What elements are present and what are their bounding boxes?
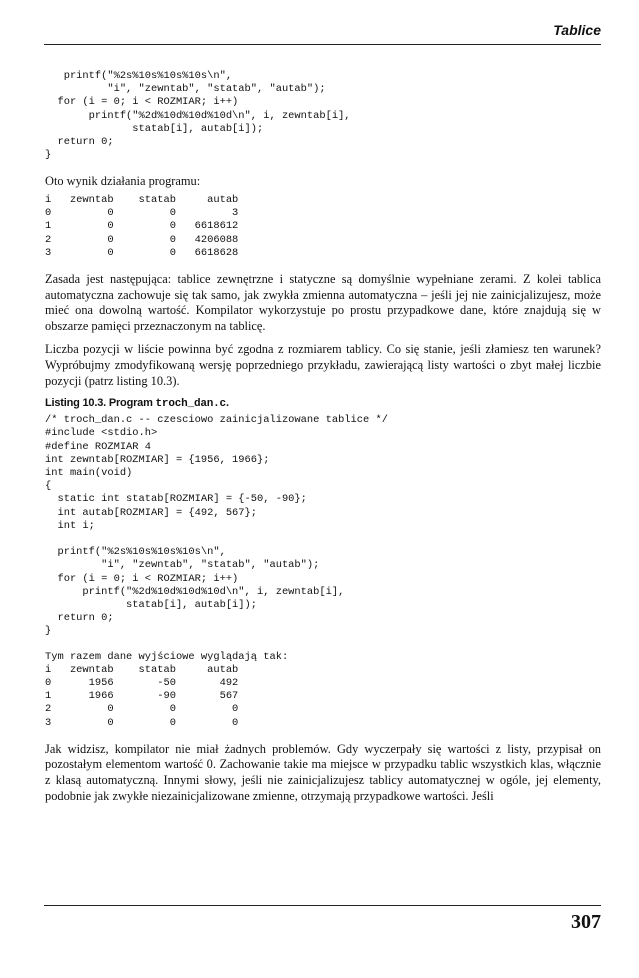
code-block-continuation: printf("%2s%10s%10s%10s\n", "i", "zewntab", "statab", "autab"); for (i = 0; i < ROZMIAR; i++) printf("%2d%10d%10d%10d\n", i, zewntab[i], statab[i], autab[i]); return 0; } bbox=[45, 70, 351, 162]
running-header: Tablice bbox=[553, 22, 601, 38]
program-output-1: i zewntab statab autab 0 0 0 3 1 0 0 6618612 2 0 0 4206088 3 0 0 6618628 bbox=[45, 194, 239, 259]
program-output-2: Tym razem dane wyjściowe wyglądają tak: i zewntab statab autab 0 1956 -50 492 1 1966 -90 567 2 0 0 0 3 0 0 0 bbox=[45, 650, 289, 729]
listing-filename: troch_dan.c bbox=[155, 398, 226, 411]
paragraph-1: Zasada jest następująca: tablice zewnętrzne i statyczne są domyślnie wypełniane zerami. Z kolei tablica automatyczna zachowuje się tak samo, jak zwykła zmienna automatyczna – jeśli jej nie zainicjalizujesz, może mieć ona dowolną wartość. Kompilator wykorzystuje po prostu przypadkowe dane, które znajdują się w obszarze pamięci przeznaczonym na tablicę. bbox=[45, 272, 601, 333]
header-rule bbox=[44, 44, 601, 45]
paragraph-2: Liczba pozycji w liście powinna być zgodna z rozmiarem tablicy. Co się stanie, jeśli złamiesz ten warunek? Wypróbujmy zmodyfikowaną wersję poprzedniego przykładu, zawierającą listy wartości o zbyt małej liczbie pozycji (patrz listing 10.3). bbox=[45, 342, 601, 388]
page-number: 307 bbox=[571, 911, 601, 933]
listing-label: Listing 10.3. Program bbox=[45, 397, 156, 410]
page-content bbox=[45, 70, 601, 804]
paragraph-3: Jak widzisz, kompilator nie miał żadnych problemów. Gdy wyczerpały się wartości z listy, przypisał on pozostałym elementom wartość 0. Zachowanie takie ma miejsce w przypadku tablic wszystkich klas, włącznie z klasą automatyczną. Innymi słowy, jeśli nie zainicjalizujesz tablicy automatycznej w ogóle, jej elementy, podobnie jak zwykłe niezainicjalizowane zmienne, otrzymają przypadkowe wartości. Jeśli bbox=[45, 741, 601, 803]
code-listing-10-3: /* troch_dan.c -- czesciowo zainicjalizowane tablice */ #include <stdio.h> #define ROZMIAR 4 int zewntab[ROZMIAR] = {1956, 1966}; int main(void) { static int statab[ROZMIAR] = {-50, -90}; int autab[ROZMIAR] = {492, 567}; int i; printf("%2s%10s%10s%10s\n", "i", "zewntab", "statab", "autab"); for (i = 0; i < ROZMIAR; i++) printf("%2d%10d%10d%10d\n", i, zewntab[i], statab[i], autab[i]); return 0; } bbox=[45, 414, 388, 638]
footer-rule bbox=[44, 905, 601, 906]
listing-caption bbox=[45, 397, 601, 410]
listing-suffix: . bbox=[225, 397, 229, 410]
output-intro: Oto wynik działania programu: bbox=[45, 174, 201, 189]
